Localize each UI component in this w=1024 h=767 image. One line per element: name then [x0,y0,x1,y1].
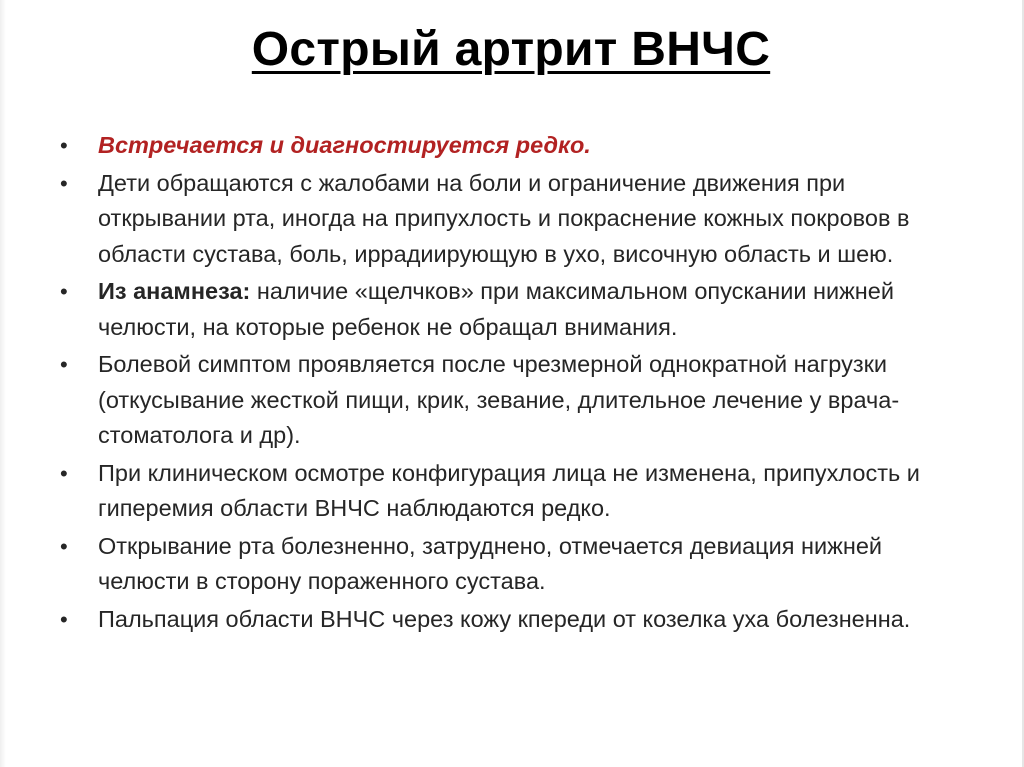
bullet-item-2 [60,166,960,273]
bullet-item-6 [60,529,960,600]
title-text: Острый артрит ВНЧС [251,23,771,76]
bullet-item-1 [60,128,960,164]
bullet-text: Пальпация области ВНЧС через кожу кпереди от козелка уха болезненна. [98,605,911,632]
bullet-item-3 [60,274,960,345]
bullet-dot-icon: • [60,133,68,158]
bullet-list [60,128,960,639]
bullet-text: Встречается и диагностируется редко. [98,132,591,158]
bullet-text: Болевой симптом проявляется после чрезмерной однократной нагрузки (откусывание жесткой пищи, крик, зевание, длительное лечение у врача-стоматолога и др). [98,351,900,448]
bullet-dot-icon: • [60,606,68,632]
bullet-text: Дети обращаются с жалобами на боли и ограничение движения при открывании рта, иногда на припухлость и покраснение кожных покровов в области сустава, боль, иррадиирующую в ухо, височную область и шею. [98,169,910,267]
bullet-dot-icon: • [60,460,68,486]
bullet-lead: Из анамнеза: [98,278,251,304]
bullet-item-5 [60,456,960,527]
bullet-item-4 [60,347,960,454]
bullet-item-7 [60,602,960,638]
bullet-dot-icon: • [60,279,68,304]
bullet-dot-icon: • [60,352,68,377]
bullet-dot-icon: • [60,533,68,559]
bullet-text: наличие «щелчков» при максимальном опускании нижней челюсти, на которые ребенок не обращал внимания. [98,278,894,340]
bullet-text: При клиническом осмотре конфигурация лица не изменена, припухлость и гиперемия области ВНЧС наблюдаются редко. [98,459,920,521]
bullet-text: Открывание рта болезненно, затруднено, отмечается девиация нижней челюсти в сторону пораженного сустава. [98,532,883,594]
slide-title [0,22,1022,77]
bullet-dot-icon: • [60,170,68,196]
